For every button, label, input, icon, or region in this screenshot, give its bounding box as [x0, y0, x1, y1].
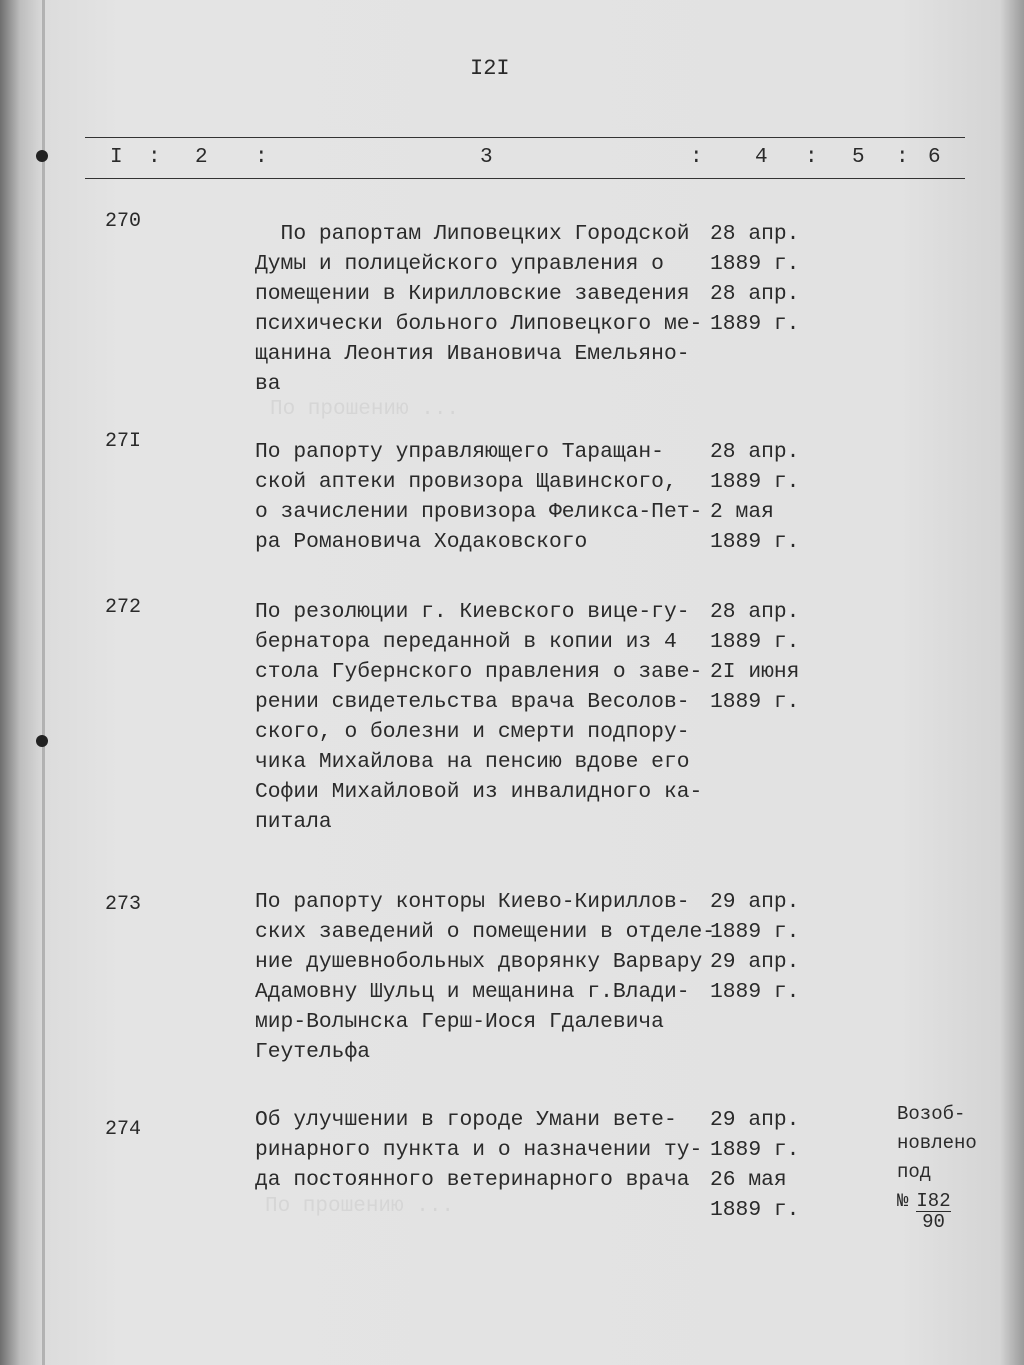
entry-description-line: ра Романовича Ходаковского	[255, 530, 588, 554]
entry-number: 274	[105, 1118, 142, 1141]
column-separator: :	[805, 146, 818, 169]
entry-date: 28 апр.	[710, 222, 800, 246]
column-header-2: 2	[195, 146, 208, 169]
entry-number: 272	[105, 596, 142, 619]
entry-date: 1889 г.	[710, 312, 800, 336]
entry-description-line: Софии Михайловой из инвалидного ка-	[255, 780, 703, 804]
remark-file-number	[897, 1187, 977, 1232]
entry-description-line: Геутельфа	[255, 1040, 371, 1064]
fraction-denominator: 90	[922, 1211, 945, 1233]
entry-date: 29 апр.	[710, 950, 800, 974]
entry-number: 27I	[105, 430, 142, 453]
entry-description-line: о зачислении провизора Феликса-Пет-	[255, 500, 703, 524]
entry-date: 1889 г.	[710, 1138, 800, 1162]
entry-date: 26 мая	[710, 1168, 787, 1192]
entry-date: 28 апр.	[710, 282, 800, 306]
entry-date: 2 мая	[710, 500, 774, 524]
entry-description-line: щанина Леонтия Ивановича Емельяно-	[255, 342, 690, 366]
entry-description-line: Думы и полицейского управления о	[255, 252, 664, 276]
bleed-through-text: По прошению ...	[270, 398, 460, 421]
entry-description-line: ние душевнобольных дворянку Варвару	[255, 950, 703, 974]
entry-date: 28 апр.	[710, 440, 800, 464]
column-separator: :	[148, 146, 161, 169]
binding-hole	[36, 150, 48, 162]
entry-date: 1889 г.	[710, 690, 800, 714]
remark-line: под	[897, 1161, 932, 1183]
remark-line: Возоб-	[897, 1103, 966, 1125]
fraction-numerator: I82	[916, 1190, 951, 1212]
entry-description-line: Об улучшении в городе Умани вете-	[255, 1108, 677, 1132]
binding-hole	[36, 735, 48, 747]
entry-description-line: чика Михайлова на пенсию вдове его	[255, 750, 690, 774]
entry-description-line: мир-Волынска Герш-Иося Гдалевича	[255, 1010, 664, 1034]
entry-number: 270	[105, 210, 142, 233]
number-sign: №	[897, 1190, 909, 1212]
column-header-6: 6	[928, 146, 941, 169]
file-number-fraction	[916, 1191, 950, 1232]
entry-description-line: ской аптеки провизора Щавинского,	[255, 470, 677, 494]
entry-description-line: ского, о болезни и смерти подпору-	[255, 720, 690, 744]
entry-description-line: По резолюции г. Киевского вице-гу-	[255, 600, 690, 624]
entry-date: 1889 г.	[710, 530, 800, 554]
remark-line: новлено	[897, 1132, 977, 1154]
entry-description-line: психически больного Липовецкого ме-	[255, 312, 703, 336]
page-binding-edge	[42, 0, 45, 1365]
column-header-4: 4	[755, 146, 768, 169]
entry-description-line: ских заведений о помещении в отделе-	[255, 920, 716, 944]
column-separator: :	[690, 146, 703, 169]
entry-date: 1889 г.	[710, 252, 800, 276]
entry-remark	[897, 1100, 977, 1232]
entry-description-line: питала	[255, 810, 332, 834]
column-header-3: 3	[480, 146, 493, 169]
entry-date: 1889 г.	[710, 470, 800, 494]
header-bottom-rule	[85, 178, 965, 179]
entry-date: 1889 г.	[710, 980, 800, 1004]
entry-date: 29 апр.	[710, 890, 800, 914]
entry-description-line: да постоянного ветеринарного врача	[255, 1168, 690, 1192]
entry-date: 2I июня	[710, 660, 800, 684]
entry-description-line: бернатора переданной в копии из 4	[255, 630, 677, 654]
bleed-through-text: По прошению ...	[265, 1195, 455, 1218]
entry-date: 1889 г.	[710, 920, 800, 944]
column-header-5: 5	[852, 146, 865, 169]
entry-date: 29 апр.	[710, 1108, 800, 1132]
entry-description-line: По рапорту управляющего Таращан-	[255, 440, 664, 464]
entry-description-line: стола Губернского правления о заве-	[255, 660, 703, 684]
entry-date: 1889 г.	[710, 1198, 800, 1222]
entry-description-line: Адамовну Шульц и мещанина г.Влади-	[255, 980, 690, 1004]
header-top-rule	[85, 137, 965, 138]
entry-date: 1889 г.	[710, 630, 800, 654]
column-header-1: I	[110, 146, 123, 169]
entry-description-line: ва	[255, 372, 281, 396]
entry-date: 28 апр.	[710, 600, 800, 624]
entry-description-line: По рапортам Липовецких Городской	[255, 222, 690, 246]
entry-description-line: ринарного пункта и о назначении ту-	[255, 1138, 703, 1162]
entry-description-line: По рапорту конторы Киево-Кириллов-	[255, 890, 690, 914]
entry-number: 273	[105, 893, 142, 916]
column-separator: :	[896, 146, 909, 169]
column-separator: :	[255, 146, 268, 169]
entry-description-line: помещении в Кирилловские заведения	[255, 282, 690, 306]
entry-description-line: рении свидетельства врача Весолов-	[255, 690, 690, 714]
page-number: I2I	[470, 56, 510, 81]
